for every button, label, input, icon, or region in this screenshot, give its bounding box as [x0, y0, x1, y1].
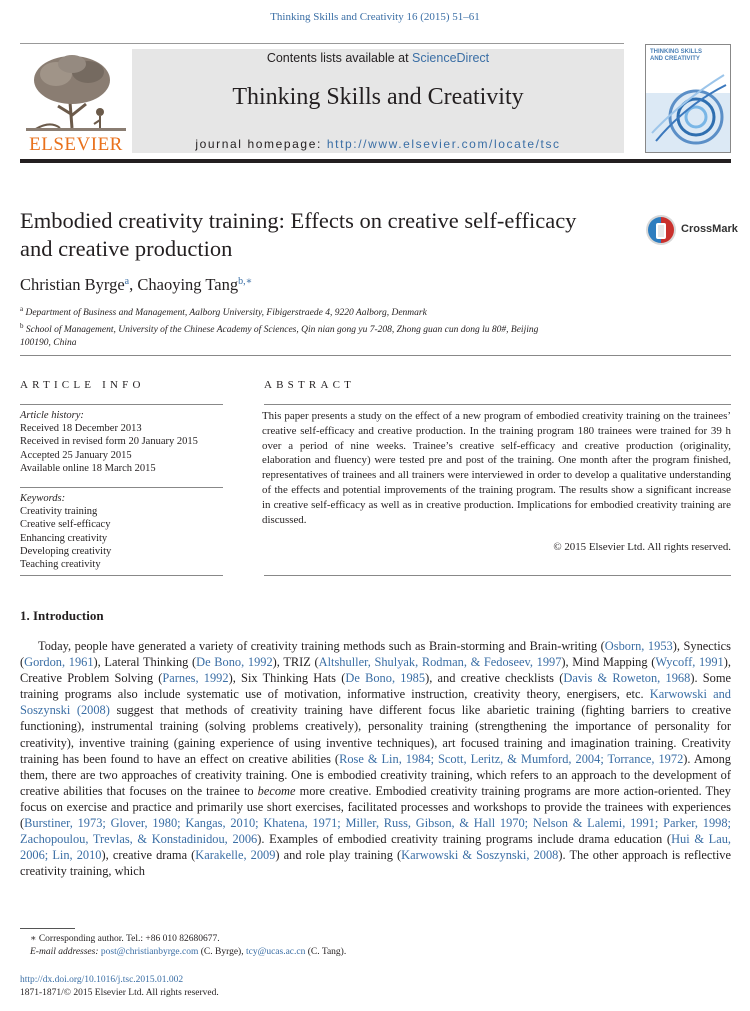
divider — [20, 355, 731, 356]
affiliation-item — [20, 320, 630, 337]
contents-prefix: Contents lists available at — [266, 51, 413, 65]
affiliation-item — [20, 303, 630, 320]
article-title — [20, 207, 630, 263]
section-heading-introduction: 1. Introduction — [20, 608, 104, 623]
introduction-paragraph — [20, 638, 731, 879]
paragraph-text: ). The other approach is reflective creativity training, which — [20, 848, 731, 879]
contents-line — [132, 51, 624, 65]
abstract-text: This paper presents a study on the effect of a new program of embodied creativity training on the trainees’ creative self-efficacy and creative production. In the training program 180 trainees were trained for 39 h over a period of nine weeks. Trainee’s creative self-efficacy and creative production (originality, elaboration and fluency) were tested pre and post of the training. One month after the program finished, representatives of trainees and all trainers were interviewed in order to develop a qualitative understanding of the effects and potential improvements of the training program. The results show a significant increase in creative self-efficacy as well as in creative production. Implications for embodied creativity training are discussed. — [262, 410, 731, 526]
paragraph-text: ), Lateral Thinking ( — [93, 655, 197, 670]
paragraph-text: ). Examples of embodied creativity training programs include drama education ( — [257, 832, 672, 847]
paragraph-text: more creative. Embodied creativity training programs are more action-oriented. They focus on exercise and practice and primarily use short exercises, facilitated processes and workshops to provide the trainees with experiences ( — [20, 783, 731, 831]
paragraph-text: ) and role play training ( — [275, 848, 402, 863]
homepage-prefix: journal homepage: — [195, 137, 327, 151]
keyword-item: Teaching creativity — [20, 559, 101, 571]
citation-link[interactable]: Wycoff, 1991 — [655, 655, 724, 670]
affiliation-item — [20, 337, 630, 350]
divider — [264, 575, 731, 576]
crossmark-icon — [645, 214, 677, 246]
issn-copyright-line: 1871-1871/© 2015 Elsevier Ltd. All rights reserved. — [20, 988, 219, 998]
paragraph-text: Today, people have generated a variety of creativity training methods such as Brain-storming and Brain-writing ( — [38, 639, 605, 653]
paragraph-text: ), Creative Problem Solving ( — [20, 655, 731, 686]
corresponding-author-note — [30, 933, 346, 946]
author-affiliation-marker[interactable]: a — [124, 276, 130, 287]
doi-block — [20, 974, 219, 1000]
paragraph-text: ), Synectics ( — [20, 639, 731, 670]
keyword-item: Creative self-efficacy — [20, 519, 111, 531]
citation-link[interactable]: Hui & Lau, 2006; Lin, 2010 — [20, 832, 731, 863]
cover-artwork — [646, 45, 731, 153]
paragraph-text: ), and creative checklists ( — [425, 671, 564, 686]
citation-link[interactable]: Gordon, 1961 — [24, 655, 94, 670]
paragraph-text: suggest that methods of creativity training have different focus like abarietic training (fighting barriers to creative functioning), instrumental training (solving problems creatively), personality training (strengthening the importance of personality for creativity), inventive training (gaining experience of using inventive techniques), art focused training and imagination training. Creativity training has been found to have an effect on creative abilities ( — [20, 703, 731, 766]
citation-link[interactable]: Burstiner, 1973; Glover, 1980; Kangas, 2010; Khatena, 1971; Miller, Russ, Gibson, & Hall 1970; Nelson & Lalemi, 1991; Parker, 1998; Zachopoulou, Trevlas, & Konstadinidou, 2006 — [20, 816, 731, 847]
affiliations — [20, 303, 630, 350]
affiliation-text: 100190, China — [20, 338, 77, 349]
top-rule — [20, 43, 624, 44]
email-owner: (C. Byrge), — [198, 947, 246, 957]
author-separator: , — [129, 275, 138, 294]
masthead-bottom-rule — [20, 159, 731, 163]
author-affiliation-marker[interactable]: b,∗ — [238, 276, 253, 287]
journal-homepage-link[interactable]: http://www.elsevier.com/locate/tsc — [326, 137, 561, 151]
affiliation-marker: b — [20, 322, 24, 331]
keyword-item: Developing creativity — [20, 545, 112, 557]
divider — [20, 575, 223, 576]
running-head[interactable]: Thinking Skills and Creativity 16 (2015) 51–61 — [270, 11, 480, 23]
author-name[interactable]: Christian Byrge — [20, 275, 125, 294]
email-label: E-mail addresses: — [30, 947, 99, 957]
history-item: Received in revised form 20 January 2015 — [20, 436, 198, 448]
citation-link[interactable]: Karwowski & Soszynski, 2008 — [401, 848, 559, 863]
article-history — [20, 409, 198, 475]
email-line — [30, 946, 346, 959]
journal-name: Thinking Skills and Creativity — [232, 84, 524, 110]
author-name[interactable]: Chaoying Tang — [137, 275, 239, 294]
footnote-rule — [20, 928, 75, 929]
paragraph-text: ). Among them, there are two approaches of creativity training. One is embodied creativity training, which refers to an approach to the development of creative abilities that focuses on the trainee to — [20, 751, 731, 798]
history-item: Accepted 25 January 2015 — [20, 449, 132, 461]
journal-cover-thumbnail[interactable] — [645, 44, 731, 153]
citation-link[interactable]: Davis & Roweton, 1968 — [563, 671, 691, 686]
abstract-heading: ABSTRACT — [264, 379, 356, 391]
article-title-line2: and creative production — [20, 236, 233, 261]
email-owner: (C. Tang). — [305, 947, 347, 957]
citation-link[interactable]: Karwowski and Soszynski (2008) — [20, 687, 731, 718]
affiliation-marker: a — [20, 305, 24, 313]
citation-link[interactable]: Rose & Lin, 1984; Scott, Leritz, & Mumford, 2004; Torrance, 1972 — [339, 751, 684, 766]
affiliation-text: School of Management, University of the Chinese Academy of Sciences, Qin nian gong yu 7-208, Zhong guan cun dong lu 80#, Beijing — [25, 325, 539, 336]
citation-link[interactable]: Parnes, 1992 — [162, 671, 229, 686]
citation-link[interactable]: Karakelle, 2009 — [195, 848, 276, 863]
citation-link[interactable]: De Bono, 1985 — [345, 671, 426, 686]
footnote-marker: ∗ — [30, 934, 37, 944]
keyword-item: Creativity training — [20, 506, 98, 518]
history-item: Available online 18 March 2015 — [20, 462, 156, 474]
cover-title-line2: AND CREATIVITY — [650, 56, 700, 62]
paragraph-text: ), creative drama ( — [101, 848, 196, 863]
divider — [20, 404, 223, 405]
crossmark-badge[interactable] — [645, 214, 738, 246]
homepage-line — [132, 137, 624, 151]
paragraph-text: ), TRIZ ( — [272, 655, 319, 670]
corresponding-text: Corresponding author. Tel.: +86 010 82680677. — [36, 934, 220, 944]
abstract-copyright: © 2015 Elsevier Ltd. All rights reserved. — [553, 541, 731, 553]
paragraph-text: ). Some training programs also include systematic use of motivation, informative instruction, creativity theory, energisers, etc. — [20, 671, 732, 702]
divider — [20, 487, 223, 488]
email-link-byrge[interactable]: post@christianbyrge.com — [100, 947, 199, 957]
sciencedirect-link[interactable]: ScienceDirect — [412, 51, 490, 65]
article-title-line1: Embodied creativity training: Effects on creative self-efficacy — [20, 208, 577, 233]
affiliation-text: Department of Business and Management, Aalborg University, Fibigerstraede 4, 9220 Aalborg, Denmark — [25, 308, 427, 319]
article-info-heading: ARTICLE INFO — [20, 379, 145, 391]
citation-link[interactable]: Osborn, 1953 — [604, 639, 673, 653]
crossmark-label: CrossMark — [681, 223, 738, 235]
citation-link[interactable]: De Bono, 1992 — [196, 655, 273, 670]
cover-title-line1: THINKING SKILLS — [650, 49, 702, 55]
doi-link[interactable]: http://dx.doi.org/10.1016/j.tsc.2015.01.002 — [20, 975, 184, 985]
paragraph-text: ), Six Thinking Hats ( — [228, 671, 346, 686]
footnote — [30, 933, 346, 959]
email-link-tang[interactable]: tcy@ucas.ac.cn — [245, 947, 306, 957]
history-item: Received 18 December 2013 — [20, 423, 142, 435]
elsevier-wordmark: ELSEVIER — [29, 134, 123, 155]
citation-link[interactable]: Altshuller, Shulyak, Rodman, & Fedoseev, 1997 — [318, 655, 562, 670]
author-list — [20, 275, 252, 295]
keyword-item: Enhancing creativity — [20, 532, 108, 544]
divider — [264, 404, 731, 405]
keywords — [20, 492, 111, 571]
paragraph-text: ), Mind Mapping ( — [561, 655, 656, 670]
keywords-label: Keywords: — [20, 493, 66, 504]
emphasis-text: become — [257, 783, 296, 798]
history-label: Article history: — [20, 410, 84, 421]
